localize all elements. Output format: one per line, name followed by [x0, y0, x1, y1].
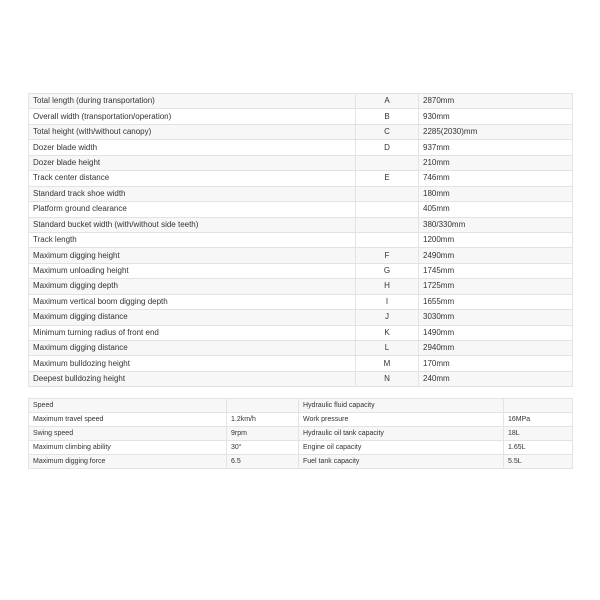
table-row	[29, 427, 573, 441]
dimension-value: 380/330mm	[419, 217, 573, 232]
spec-label: Work pressure	[299, 413, 504, 427]
spec-value: 5.5L	[504, 455, 573, 469]
spec-value: 16MPa	[504, 413, 573, 427]
spec-value: 30°	[227, 441, 299, 455]
dimension-code: C	[356, 124, 419, 139]
dimension-label: Dozer blade width	[29, 140, 356, 155]
dimension-label: Maximum vertical boom digging depth	[29, 294, 356, 309]
dimension-code: A	[356, 94, 419, 109]
dimension-value: 1200mm	[419, 232, 573, 247]
dimension-label: Track center distance	[29, 171, 356, 186]
dimension-code: J	[356, 310, 419, 325]
dimension-value: 1490mm	[419, 325, 573, 340]
dimension-label: Maximum digging depth	[29, 279, 356, 294]
table-row	[29, 413, 573, 427]
dimension-label: Standard bucket width (with/without side teeth)	[29, 217, 356, 232]
spec-value	[227, 399, 299, 413]
table-row	[29, 310, 573, 325]
dimension-code	[356, 217, 419, 232]
dimension-code	[356, 186, 419, 201]
table-row	[29, 441, 573, 455]
table-row	[29, 341, 573, 356]
table-row	[29, 294, 573, 309]
dimension-label: Maximum digging distance	[29, 341, 356, 356]
table-row	[29, 124, 573, 139]
table-row	[29, 232, 573, 247]
table-row	[29, 263, 573, 278]
dimension-label: Minimum turning radius of front end	[29, 325, 356, 340]
table-row	[29, 202, 573, 217]
dimension-code: L	[356, 341, 419, 356]
spec-label: Hydraulic fluid capacity	[299, 399, 504, 413]
dimension-value: 937mm	[419, 140, 573, 155]
dimension-code: H	[356, 279, 419, 294]
dimension-label: Deepest bulldozing height	[29, 371, 356, 386]
spec-label: Swing speed	[29, 427, 227, 441]
table-row	[29, 325, 573, 340]
table-row	[29, 94, 573, 109]
table-row	[29, 217, 573, 232]
dimension-value: 405mm	[419, 202, 573, 217]
dimension-code: K	[356, 325, 419, 340]
dimension-value: 1745mm	[419, 263, 573, 278]
table-row	[29, 248, 573, 263]
dimension-label: Maximum digging height	[29, 248, 356, 263]
dimension-value: 1725mm	[419, 279, 573, 294]
spec-value: 18L	[504, 427, 573, 441]
spec-value: 9rpm	[227, 427, 299, 441]
spec-label: Speed	[29, 399, 227, 413]
dimension-label: Platform ground clearance	[29, 202, 356, 217]
dimension-label: Standard track shoe width	[29, 186, 356, 201]
dimension-code: D	[356, 140, 419, 155]
dimension-value: 2940mm	[419, 341, 573, 356]
dimension-code	[356, 202, 419, 217]
table-row	[29, 279, 573, 294]
spec-label: Maximum digging force	[29, 455, 227, 469]
dimension-value: 2870mm	[419, 94, 573, 109]
spec-value: 1.2km/h	[227, 413, 299, 427]
dimension-code: M	[356, 356, 419, 371]
dimension-code	[356, 155, 419, 170]
dimension-label: Overall width (transportation/operation)	[29, 109, 356, 124]
table-row	[29, 186, 573, 201]
dimension-value: 2285(2030)mm	[419, 124, 573, 139]
spec-value: 1.65L	[504, 441, 573, 455]
dimension-label: Maximum bulldozing height	[29, 356, 356, 371]
dimension-code: B	[356, 109, 419, 124]
dimension-label: Track length	[29, 232, 356, 247]
dimension-value: 170mm	[419, 356, 573, 371]
dimension-code: E	[356, 171, 419, 186]
dimension-code: F	[356, 248, 419, 263]
spec-label: Maximum climbing ability	[29, 441, 227, 455]
dimension-code: N	[356, 371, 419, 386]
dimension-code: I	[356, 294, 419, 309]
spec-label: Engine oil capacity	[299, 441, 504, 455]
table-row	[29, 371, 573, 386]
dimension-code: G	[356, 263, 419, 278]
dimension-value: 2490mm	[419, 248, 573, 263]
table-row	[29, 171, 573, 186]
table-row	[29, 399, 573, 413]
dimension-label: Total height (with/without canopy)	[29, 124, 356, 139]
spec-value: 6.5	[227, 455, 299, 469]
dimension-value: 180mm	[419, 186, 573, 201]
table-row	[29, 140, 573, 155]
table-row	[29, 356, 573, 371]
dimension-label: Dozer blade height	[29, 155, 356, 170]
spec-label: Hydraulic oil tank capacity	[299, 427, 504, 441]
dimensions-table	[28, 93, 573, 387]
spec-value	[504, 399, 573, 413]
dimension-label: Maximum digging distance	[29, 310, 356, 325]
specs-table	[28, 398, 573, 469]
table-row	[29, 455, 573, 469]
dimension-value: 210mm	[419, 155, 573, 170]
table-row	[29, 155, 573, 170]
dimension-label: Maximum unloading height	[29, 263, 356, 278]
dimension-value: 3030mm	[419, 310, 573, 325]
dimension-value: 240mm	[419, 371, 573, 386]
dimension-label: Total length (during transportation)	[29, 94, 356, 109]
dimension-value: 1655mm	[419, 294, 573, 309]
table-row	[29, 109, 573, 124]
dimension-value: 930mm	[419, 109, 573, 124]
dimension-value: 746mm	[419, 171, 573, 186]
dimension-code	[356, 232, 419, 247]
spec-label: Fuel tank capacity	[299, 455, 504, 469]
spec-label: Maximum travel speed	[29, 413, 227, 427]
